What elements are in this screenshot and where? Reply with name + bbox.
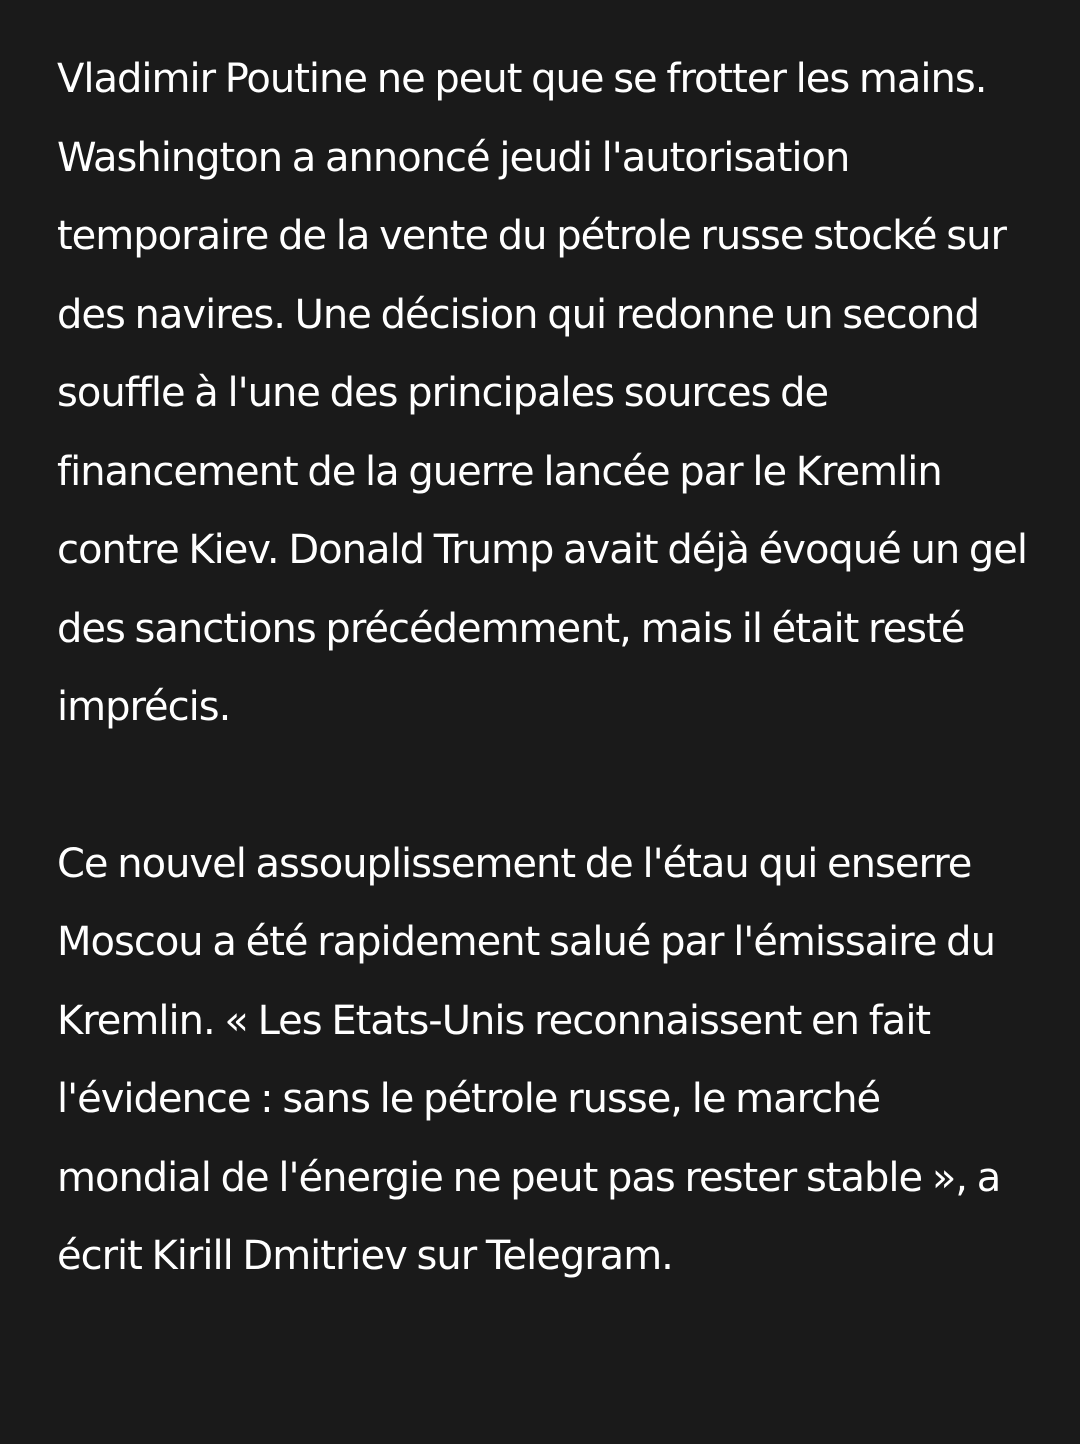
article-paragraph-2: Ce nouvel assouplissement de l'étau qui enserre Moscou a été rapidement salué par l'émissaire du Kremlin. « Les Etats-Unis reconnaissent en fait l'évidence : sans le pétrole russe, le marché mondial de l'énergie ne peut pas rester stable », a écrit Kirill Dmitriev sur Telegram. (57, 840, 1001, 1279)
article-body (57, 40, 1032, 1296)
article-paragraph-1: Vladimir Poutine ne peut que se frotter les mains. Washington a annoncé jeudi l'autorisation temporaire de la vente du pétrole russe stocké sur des navires. Une décision qui redonne un second souffle à l'une des principales sources de financement de la guerre lancée par le Kremlin contre Kiev. Donald Trump avait déjà évoqué un gel des sanctions précédemment, mais il était resté imprécis. (57, 56, 1028, 730)
